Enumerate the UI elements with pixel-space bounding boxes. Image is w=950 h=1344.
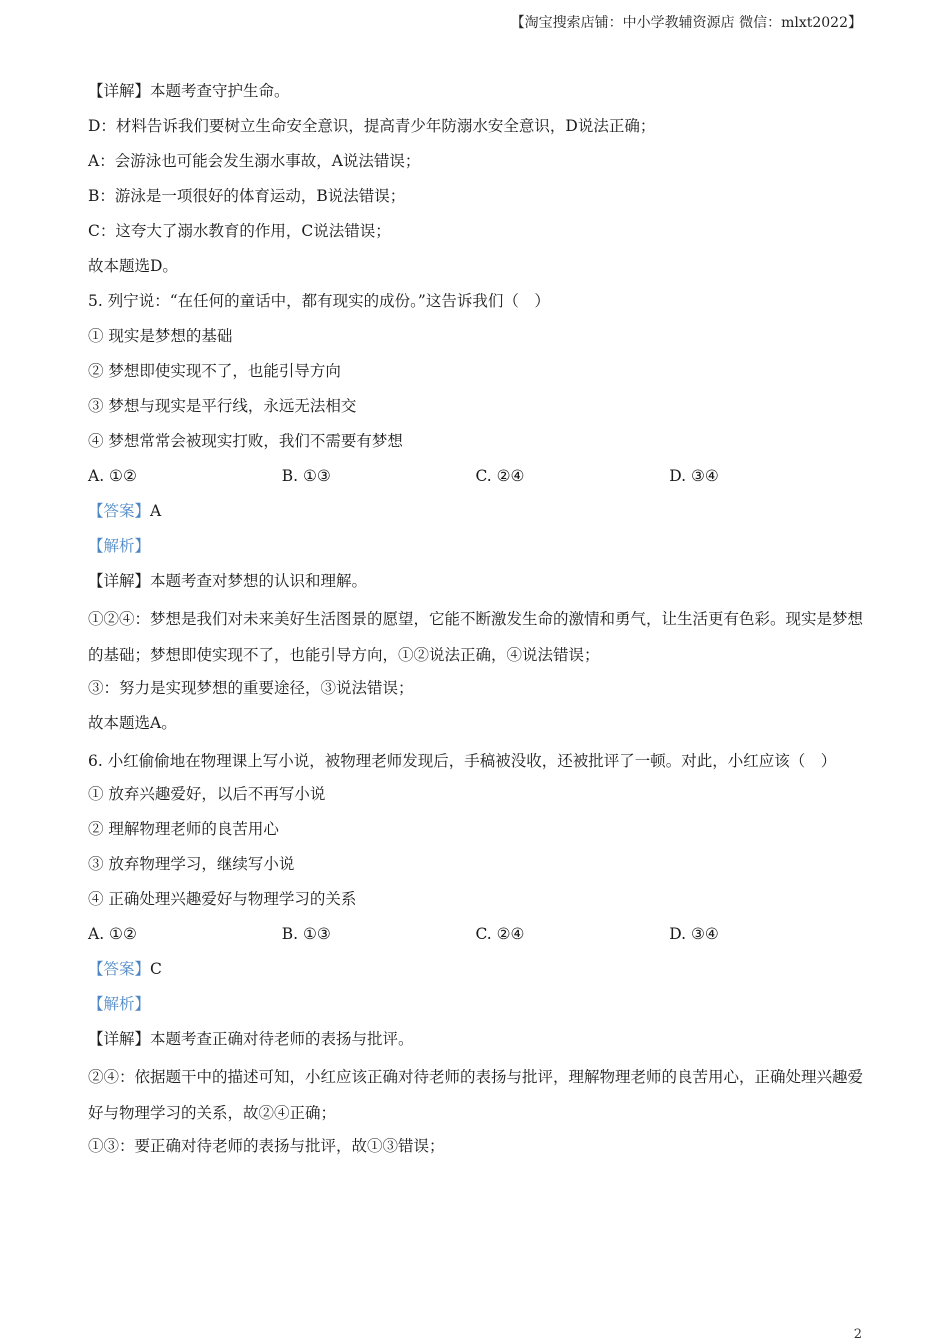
q5-detail: 【详解】本题考查对梦想的认识和理解。	[88, 572, 368, 590]
q5-options	[88, 461, 863, 496]
q5-option-a: A. ①②	[88, 467, 137, 485]
q5-item: ③ 梦想与现实是平行线，永远无法相交	[88, 397, 357, 415]
page-number: 2	[853, 1327, 862, 1342]
q6-option-b: B. ①③	[281, 925, 331, 943]
q5-option-c: C. ②④	[475, 467, 525, 485]
q6-item: ③ 放弃物理学习，继续写小说	[88, 855, 295, 873]
q5-item: ④ 梦想常常会被现实打败，我们不需要有梦想	[88, 432, 403, 450]
answer-tag: 【答案】	[88, 960, 151, 978]
q6-option-a: A. ①②	[88, 925, 137, 943]
page-header: 【淘宝搜索店铺：中小学教辅资源店 微信：mlxt2022】	[510, 15, 862, 31]
q6-explain-paragraph: ②④：依据题干中的描述可知，小红应该正确对待老师的表扬与批评，理解物理老师的良苦用心，正确处理兴趣爱好与物理学习的关系，故②④正确；	[88, 1068, 864, 1122]
q6-item: ① 放弃兴趣爱好，以后不再写小说	[88, 785, 326, 803]
q5-explain-line: ③：努力是实现梦想的重要途径，③说法错误；	[88, 679, 414, 697]
q6-item: ④ 正确处理兴趣爱好与物理学习的关系	[88, 890, 357, 908]
q4-explain-line: C：这夸大了溺水教育的作用，C说法错误；	[88, 222, 391, 240]
q4-explain-line: A：会游泳也可能会发生溺水事故，A说法错误；	[88, 152, 421, 170]
q5-option-d: D. ③④	[669, 467, 719, 485]
q6-answer	[88, 954, 863, 989]
q5-conclusion: 故本题选A。	[88, 714, 177, 732]
q4-conclusion: 故本题选D。	[88, 257, 178, 275]
answer-value: A	[150, 502, 162, 520]
q6-explain-line: ①③：要正确对待老师的表扬与批评，故①③错误；	[88, 1137, 445, 1155]
q5-analysis-tag: 【解析】	[88, 537, 151, 555]
q6-analysis-tag: 【解析】	[88, 995, 151, 1013]
q5-answer	[88, 496, 863, 531]
q5-item: ① 现实是梦想的基础	[88, 327, 233, 345]
q6-option-c: C. ②④	[475, 925, 525, 943]
q4-explain-line: B：游泳是一项很好的体育运动，B说法错误；	[88, 187, 406, 205]
q6-item: ② 理解物理老师的良苦用心	[88, 820, 279, 838]
q6-stem: 6. 小红偷偷地在物理课上写小说，被物理老师发现后，手稿被没收，还被批评了一顿。对此，小红应该（ ）	[88, 752, 837, 770]
q6-detail: 【详解】本题考查正确对待老师的表扬与批评。	[88, 1030, 414, 1048]
q5-stem: 5. 列宁说：“在任何的童话中，都有现实的成份。”这告诉我们（ ）	[88, 292, 550, 310]
q5-item: ② 梦想即使实现不了，也能引导方向	[88, 362, 341, 380]
q6-options	[88, 919, 863, 954]
document-body	[88, 76, 863, 1166]
q4-detail: 【详解】本题考查守护生命。	[88, 82, 290, 100]
answer-tag: 【答案】	[88, 502, 151, 520]
q5-explain-paragraph: ①②④：梦想是我们对未来美好生活图景的愿望，它能不断激发生命的激情和勇气，让生活更有色彩。现实是梦想的基础；梦想即使实现不了，也能引导方向，①②说法正确，④说法错误；	[88, 610, 864, 664]
q6-option-d: D. ③④	[669, 925, 719, 943]
answer-value: C	[150, 960, 162, 978]
q4-explain-line: D：材料告诉我们要树立生命安全意识，提高青少年防溺水安全意识，D说法正确；	[88, 117, 656, 135]
q5-option-b: B. ①③	[281, 467, 331, 485]
